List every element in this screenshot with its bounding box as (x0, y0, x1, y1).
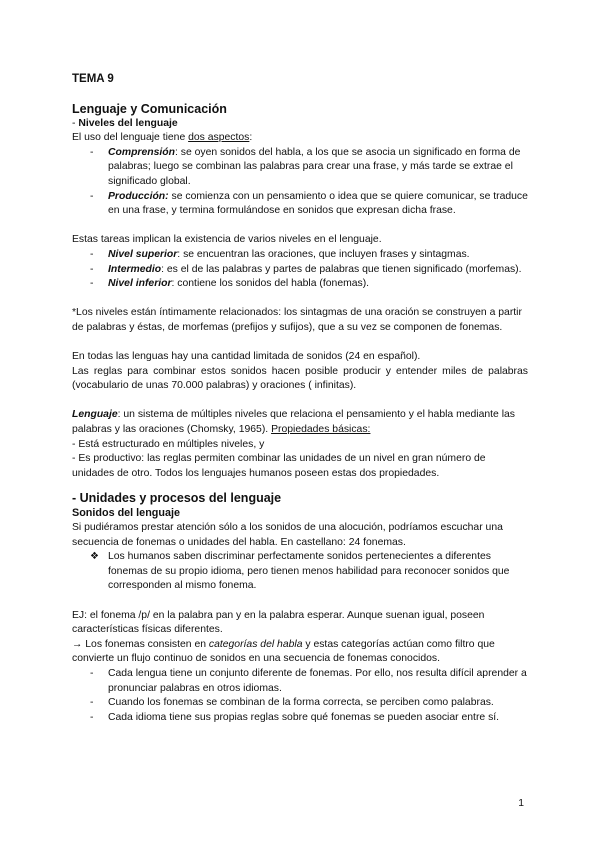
aspect-text: se comienza con un pensamiento o idea que se quiere comunicar, se traduce en una frase, y termina formulándose en sonidos que expresan dicha frase. (108, 190, 528, 217)
definition-underline: Propiedades básicas: (271, 424, 371, 436)
list-item (72, 146, 528, 190)
language-definition (72, 408, 528, 437)
level-term: Nivel superior (108, 248, 178, 260)
section-heading-unidades: - Unidades y procesos del lenguaje (72, 491, 282, 506)
arrow-italic-text: categorías del habla (208, 638, 303, 650)
list-item (72, 248, 528, 263)
subheading-niveles (72, 117, 528, 132)
diamond-item-text: Los humanos saben discriminar perfectamente sonidos pertenecientes a diferentes fonemas de su propio idioma, pero tienen menos habilidad para reconocer sonidos que corresponden al mismo fonema. (108, 551, 510, 592)
document-page (72, 72, 528, 725)
levels-note: *Los niveles están íntimamente relacionados: los sintagmas de una oración se construyen a partir de palabras y éstas, de morfemas (prefijos y sufijos), que a su vez se componen de fonemas. (72, 307, 522, 333)
list-item (72, 550, 528, 594)
sounds-intro: Si pudiéramos prestar atención sólo a los sonidos de una alocución, podríamos escuchar una secuencia de fonemas o unidades del habla. En castellano: 24 fonemas. (72, 522, 503, 548)
list-item (72, 277, 528, 292)
level-text: : se encuentran las oraciones, que incluyen frases y sintagmas. (177, 248, 470, 260)
list-item (72, 190, 528, 219)
list-item: - Cuando los fonemas se combinan de la forma correcta, se perciben como palabras. (72, 696, 528, 711)
levels-list (72, 248, 528, 292)
list-item: - Cada lengua tiene un conjunto diferente de fonemas. Por ello, nos resulta difícil aprender a pronunciar palabras en otros idiomas. (72, 667, 528, 696)
levels-intro: Estas tareas implican la existencia de varios niveles en el lenguaje. (72, 234, 382, 246)
level-term: Nivel inferior (108, 278, 172, 290)
limited-sounds-text: En todas las lenguas hay una cantidad limitada de sonidos (24 en español). (72, 351, 421, 363)
page-number: 1 (518, 798, 524, 809)
arrow-pre-text: → Los fonemas consisten en (72, 638, 209, 650)
phoneme-example: EJ: el fonema /p/ en la palabra pan y en la palabra esperar. Aunque suenan igual, poseen características físicas diferentes. (72, 609, 485, 636)
level-text: : contiene los sonidos del habla (fonemas). (171, 278, 370, 290)
subheading-niveles-text: Niveles del lenguaje (78, 117, 178, 129)
diamond-bullet-icon: ❖ (90, 551, 99, 563)
subheading-sonidos: Sonidos del lenguaje (72, 507, 180, 520)
property-1: - Está estructurado en múltiples niveles, y (72, 438, 265, 450)
combination-rules-text: Las reglas para combinar estos sonidos hacen posible producir y entender miles de palabras (vocabulario de unas 70.000 palabras) y oraciones ( infinitas). (72, 365, 528, 392)
aspects-intro-underline: dos aspectos (188, 132, 250, 144)
level-term: Intermedio (108, 263, 162, 275)
aspect-term: Comprensión (108, 146, 175, 158)
phoneme-points-list (72, 667, 528, 725)
list-item (72, 263, 528, 278)
subheading-dash: - (72, 117, 79, 129)
aspect-term: Producción: (108, 190, 169, 202)
definition-term: Lenguaje (72, 409, 118, 421)
aspects-intro-end: : (249, 132, 253, 144)
phoneme-categories (72, 638, 528, 667)
aspects-intro (72, 131, 528, 146)
list-item: - Cada idioma tiene sus propias reglas sobre qué fonemas se pueden asociar entre sí. (72, 711, 528, 726)
definition-text: : un sistema de múltiples niveles que relaciona el pensamiento y el habla mediante las palabras y las oraciones (Chomsky, 1965). (72, 409, 516, 436)
section-heading-lenguaje: Lenguaje y Comunicación (72, 101, 227, 116)
aspects-list (72, 146, 528, 219)
arrow-post-text: y estas categorías actúan como filtro que convierte un flujo continuo de sonidos en una secuencia de fonemas conocidos. (72, 638, 495, 665)
diamond-list (72, 550, 528, 594)
property-2: - Es productivo: las reglas permiten combinar las unidades de un nivel en gran número de unidades de otro. Todos los lenguajes humanos poseen estas dos propiedades. (72, 453, 486, 479)
aspects-intro-text: El uso del lenguaje tiene (72, 132, 189, 144)
aspect-text: : se oyen sonidos del habla, a los que se asocia un significado en forma de palabras; luego se combinan las palabras para crear una frase, y más tarde se extrae el significado global. (108, 146, 521, 187)
level-text: : es el de las palabras y partes de palabras que tienen significado (morfemas). (161, 263, 522, 275)
document-title: TEMA 9 (72, 73, 114, 85)
